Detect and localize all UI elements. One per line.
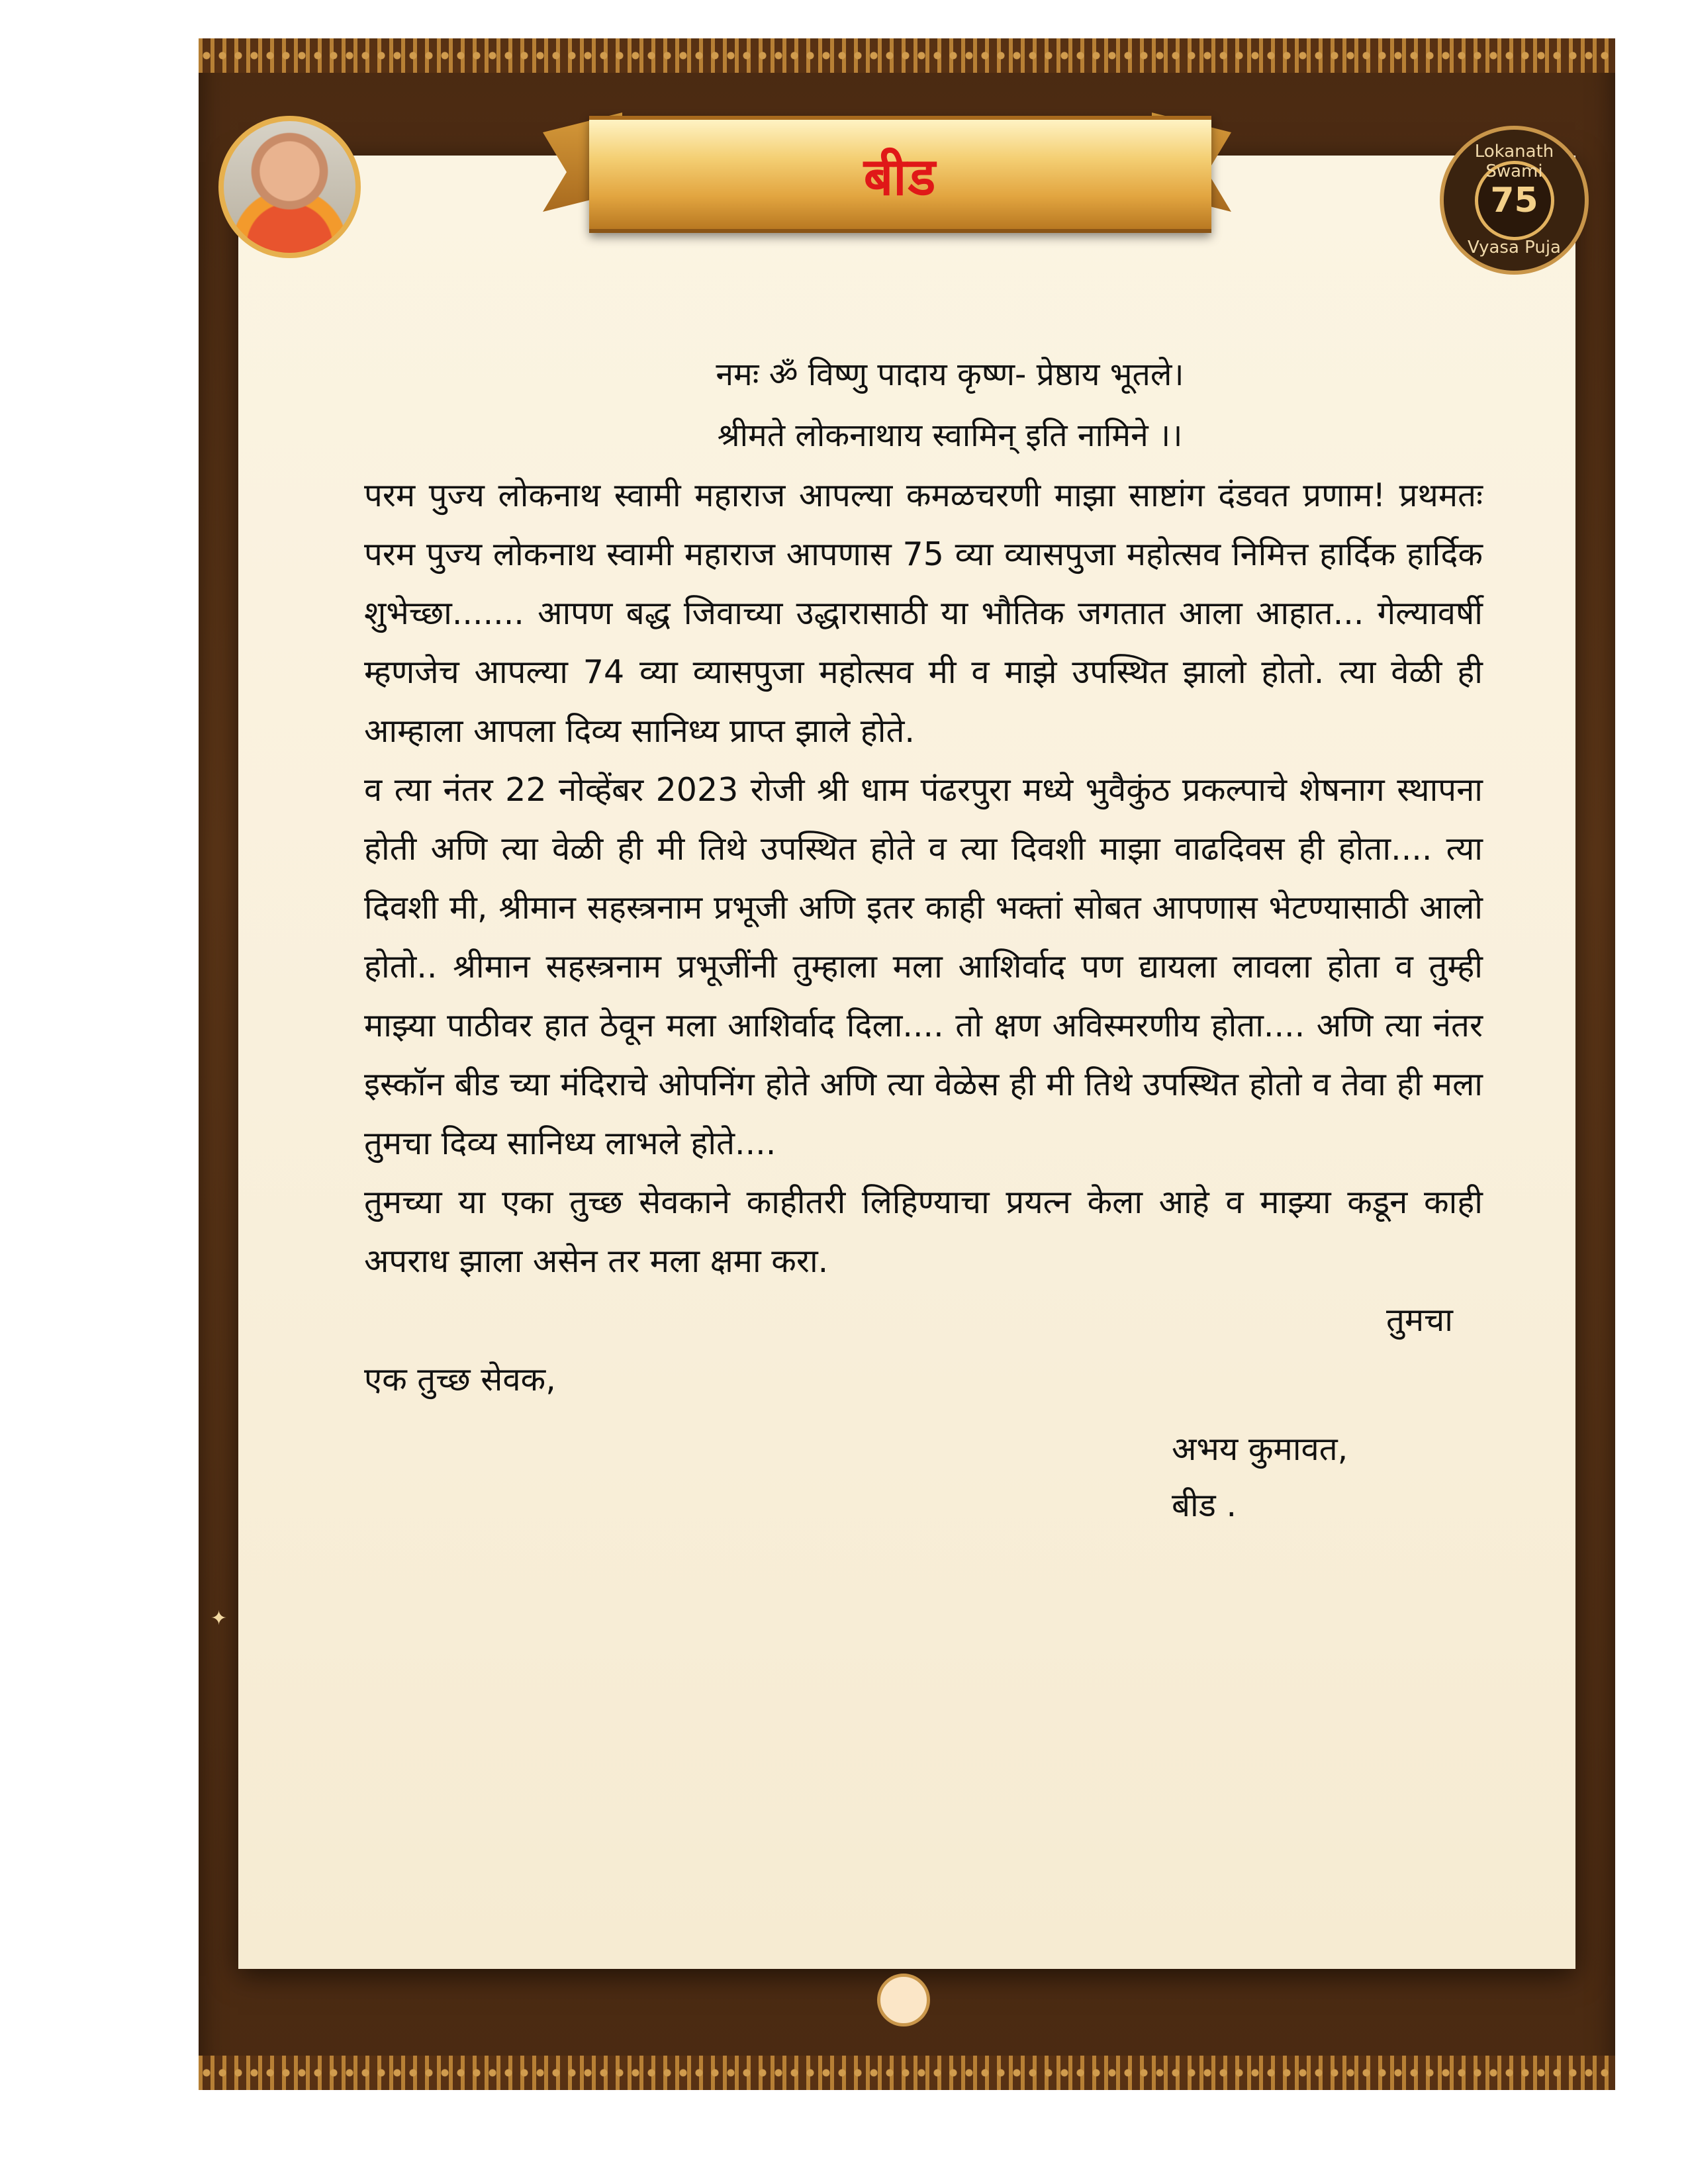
signer-place: बीड . — [1172, 1486, 1237, 1524]
bottom-border-pattern — [199, 2056, 1615, 2090]
guru-portrait-avatar — [218, 116, 361, 258]
page-indicator-dot — [877, 1974, 930, 2026]
signer-name: अभय कुमावत, — [1172, 1430, 1348, 1468]
badge-top-text: Lokanath Swami — [1474, 142, 1554, 181]
vyasa-puja-75-badge — [1440, 126, 1589, 275]
page-title: बीड — [863, 147, 937, 207]
badge-number: 75 — [1490, 180, 1538, 220]
closing-servant: एक तुच्छ सेवक, — [364, 1361, 556, 1398]
paragraph-3: तुमच्या या एका तुच्छ सेवकाने काहीतरी लिहिण्याचा प्रयत्न केला आहे व माझ्या कडून काही अपराध झाला असेन तर मला क्षमा करा. — [364, 1183, 1483, 1280]
paragraph-2: व त्या नंतर 22 नोव्हेंबर 2023 रोजी श्री धाम पंढरपुरा मध्ये भुवैकुंठ प्रकल्पाचे शेषनाग स्थापना होती अणि त्या वेळी ही मी तिथे उपस्थित होते व त्या दिवशी माझा वाढदिवस ही होता.... त्या दिवशी मी, श्रीमान सहस्त्रनाम प्रभूजी अणि इतर काही भक्तां सोबत आपणास भेटण्यासाठी आलो होतो.. श्रीमान सहस्त्रनाम प्रभूजींनी तुम्हाला मला आशिर्वाद पण द्यायला लावला होता व तुम्ही माझ्या पाठीवर हात ठेवून मला आशिर्वाद दिला.... तो क्षण अविस्मरणीय होता.... अणि त्या नंतर इस्कॉन बीड च्या मंदिराचे ओपनिंग होते अणि त्या वेळेस ही मी तिथे उपस्थित होतो व तेवा ही मला तुमचा दिव्य सानिध्य लाभले होते.... — [364, 771, 1483, 1162]
invocation-verse — [364, 344, 1483, 466]
title-ribbon — [589, 116, 1211, 233]
badge-bottom-text: Vyasa Puja — [1467, 238, 1561, 257]
paragraph-1: परम पुज्य लोकनाथ स्वामी महाराज आपल्या कमळचरणी माझा साष्टांग दंडवत प्रणाम! प्रथमतः परम पुज्य लोकनाथ स्वामी महाराज आपणास 75 व्या व्यासपुजा महोत्सव निमित्त हार्दिक हार्दिक शुभेच्छा....... आपण बद्ध जिवाच्या उद्धारासाठी या भौतिक जगतात आला आहात... गेल्यावर्षी म्हणजेच आपल्या 74 व्या व्यासपुजा महोत्सव मी व माझे उपस्थित झालो होतो. त्या वेळी ही आम्हाला आपला दिव्य सानिध्य प्राप्त झाले होते. — [364, 477, 1483, 750]
signature-block — [364, 1291, 1483, 1569]
top-border-pattern — [199, 38, 1615, 73]
closing-yours: तुमचा — [1385, 1301, 1453, 1339]
verse-line-1: नमः ॐ विष्णु पादाय कृष्ण- प्रेष्ठाय भूतले। — [716, 356, 1184, 393]
verse-line-2: श्रीमते लोकनाथाय स्वामिन् इति नामिने ।। — [717, 417, 1183, 454]
sparkle-icon: ✦ — [211, 1607, 228, 1630]
letter-content — [364, 344, 1483, 1569]
